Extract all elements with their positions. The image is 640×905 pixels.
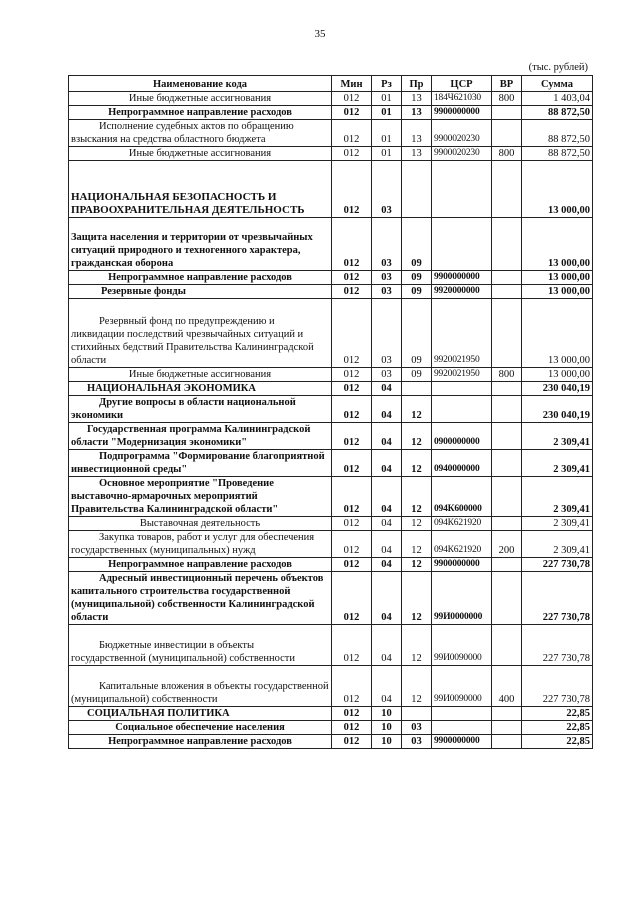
row-min: 012 [332,147,372,161]
row-pr: 13 [402,92,432,106]
row-rz: 03 [372,218,402,271]
row-sum: 227 730,78 [522,572,593,625]
row-csr: 99И0090000 [432,666,492,707]
row-sum: 88 872,50 [522,147,593,161]
row-rz: 03 [372,271,402,285]
row-pr: 09 [402,271,432,285]
row-name: СОЦИАЛЬНАЯ ПОЛИТИКА [69,707,332,721]
row-vr: 800 [492,92,522,106]
row-vr [492,707,522,721]
row-min: 012 [332,423,372,450]
row-sum: 2 309,41 [522,517,593,531]
row-vr [492,396,522,423]
row-csr: 9900000000 [432,735,492,749]
row-csr: 99И0090000 [432,625,492,666]
row-vr [492,271,522,285]
row-min: 012 [332,106,372,120]
table-row [69,721,593,735]
row-min: 012 [332,735,372,749]
row-vr [492,299,522,368]
row-vr: 800 [492,368,522,382]
row-min: 012 [332,558,372,572]
table-row [69,271,593,285]
header-csr: ЦСР [432,76,492,92]
row-name: Социальное обеспечение населения [69,721,332,735]
table-row [69,161,593,218]
row-vr [492,120,522,147]
row-name: Подпрограмма "Формирование благоприятной инвестиционной среды" [69,450,332,477]
row-csr: 9900020230 [432,120,492,147]
row-sum: 227 730,78 [522,558,593,572]
row-rz: 04 [372,558,402,572]
row-sum: 22,85 [522,707,593,721]
budget-table [68,75,593,749]
row-min: 012 [332,161,372,218]
row-pr: 12 [402,625,432,666]
row-rz: 04 [372,666,402,707]
row-sum: 22,85 [522,735,593,749]
row-vr [492,735,522,749]
row-vr [492,450,522,477]
row-rz: 10 [372,735,402,749]
row-csr: 9920000000 [432,285,492,299]
row-min: 012 [332,396,372,423]
row-name: Защита населения и территории от чрезвычайных ситуаций природного и техногенного характера, гражданская оборона [69,218,332,271]
units-label: (тыс. рублей) [528,62,588,73]
row-min: 012 [332,666,372,707]
row-name: Капитальные вложения в объекты государственной (муниципальной) собственности [69,666,332,707]
row-rz: 01 [372,147,402,161]
row-pr: 12 [402,531,432,558]
row-rz: 01 [372,92,402,106]
row-min: 012 [332,218,372,271]
row-min: 012 [332,92,372,106]
row-name: Резервный фонд по предупреждению и ликвидации последствий чрезвычайных ситуаций и стихийных бедствий Правительства Калининградской области [69,299,332,368]
row-name: Исполнение судебных актов по обращению взыскания на средства областного бюджета [69,120,332,147]
row-sum: 2 309,41 [522,531,593,558]
table-row [69,625,593,666]
table-row [69,92,593,106]
row-sum: 13 000,00 [522,299,593,368]
row-pr: 03 [402,721,432,735]
table-row [69,517,593,531]
row-pr [402,161,432,218]
row-csr [432,396,492,423]
row-pr: 09 [402,218,432,271]
row-name: Иные бюджетные ассигнования [69,92,332,106]
row-rz: 04 [372,625,402,666]
row-pr: 09 [402,299,432,368]
row-csr: 9900020230 [432,147,492,161]
row-name: Другие вопросы в области национальной экономики [69,396,332,423]
row-rz: 04 [372,517,402,531]
row-csr [432,707,492,721]
row-vr [492,558,522,572]
row-vr: 400 [492,666,522,707]
table-row [69,147,593,161]
row-sum: 2 309,41 [522,450,593,477]
row-name: Непрограммное направление расходов [69,735,332,749]
row-csr [432,721,492,735]
row-rz: 04 [372,531,402,558]
row-csr: 094К600000 [432,477,492,517]
table-header-row [69,76,593,92]
table-row [69,423,593,450]
row-pr [402,382,432,396]
row-sum: 227 730,78 [522,666,593,707]
row-pr: 12 [402,450,432,477]
row-csr: 9900000000 [432,558,492,572]
row-rz: 04 [372,396,402,423]
table-row [69,299,593,368]
row-name: Непрограммное направление расходов [69,271,332,285]
row-pr: 13 [402,106,432,120]
table-row [69,477,593,517]
row-vr [492,477,522,517]
row-csr: 99И0000000 [432,572,492,625]
row-rz: 04 [372,423,402,450]
row-pr: 13 [402,120,432,147]
row-pr: 03 [402,735,432,749]
row-rz: 01 [372,120,402,147]
table-row [69,572,593,625]
row-name: Бюджетные инвестиции в объекты государственной (муниципальной) собственности [69,625,332,666]
row-name: Государственная программа Калининградской области "Модернизация экономики" [69,423,332,450]
row-csr: 9920021950 [432,368,492,382]
row-sum: 230 040,19 [522,396,593,423]
table-row [69,285,593,299]
row-vr [492,625,522,666]
row-pr: 12 [402,558,432,572]
row-min: 012 [332,721,372,735]
row-min: 012 [332,625,372,666]
row-vr [492,517,522,531]
row-csr: 094К621920 [432,517,492,531]
row-csr [432,218,492,271]
row-vr [492,721,522,735]
row-sum: 1 403,04 [522,92,593,106]
row-rz: 01 [372,106,402,120]
row-sum: 2 309,41 [522,477,593,517]
row-name: Выставочная деятельность [69,517,332,531]
row-min: 012 [332,450,372,477]
row-pr: 09 [402,368,432,382]
row-min: 012 [332,531,372,558]
row-pr: 09 [402,285,432,299]
row-rz: 04 [372,382,402,396]
row-vr [492,382,522,396]
row-vr [492,161,522,218]
table-row [69,368,593,382]
header-min: Мин [332,76,372,92]
row-vr: 200 [492,531,522,558]
row-rz: 03 [372,368,402,382]
row-csr: 184Ч621030 [432,92,492,106]
row-name: Закупка товаров, работ и услуг для обеспечения государственных (муниципальных) нужд [69,531,332,558]
row-vr: 800 [492,147,522,161]
row-min: 012 [332,517,372,531]
row-rz: 10 [372,707,402,721]
row-csr: 0900000000 [432,423,492,450]
row-csr: 094К621920 [432,531,492,558]
row-sum: 88 872,50 [522,106,593,120]
table-row [69,707,593,721]
row-pr: 12 [402,572,432,625]
row-vr [492,572,522,625]
row-rz: 04 [372,572,402,625]
row-rz: 03 [372,161,402,218]
row-csr: 0940000000 [432,450,492,477]
row-name: Иные бюджетные ассигнования [69,368,332,382]
row-name: Основное мероприятие "Проведение выставочно-ярмарочных мероприятий Правительства Калининградской области" [69,477,332,517]
row-sum: 230 040,19 [522,382,593,396]
header-pr: Пр [402,76,432,92]
table-row [69,120,593,147]
row-pr: 12 [402,666,432,707]
row-min: 012 [332,382,372,396]
row-name: Адресный инвестиционный перечень объектов капитального строительства государственной (муниципальной) собственности Калининградской области [69,572,332,625]
row-rz: 03 [372,299,402,368]
header-sum: Сумма [522,76,593,92]
header-rz: Рз [372,76,402,92]
row-csr: 9900000000 [432,106,492,120]
table-row [69,666,593,707]
row-sum: 2 309,41 [522,423,593,450]
row-sum: 13 000,00 [522,368,593,382]
row-pr: 12 [402,423,432,450]
row-csr: 9920021950 [432,299,492,368]
row-rz: 04 [372,450,402,477]
table-row [69,558,593,572]
row-csr [432,161,492,218]
header-name: Наименование кода [69,76,332,92]
row-min: 012 [332,477,372,517]
row-name: Непрограммное направление расходов [69,106,332,120]
row-pr: 12 [402,477,432,517]
row-min: 012 [332,285,372,299]
row-min: 012 [332,299,372,368]
table-row [69,218,593,271]
page-number: 35 [314,28,326,40]
row-pr: 12 [402,396,432,423]
row-sum: 13 000,00 [522,161,593,218]
row-pr: 12 [402,517,432,531]
row-rz: 04 [372,477,402,517]
row-rz: 03 [372,285,402,299]
table-row [69,106,593,120]
row-min: 012 [332,271,372,285]
row-csr [432,382,492,396]
row-csr: 9900000000 [432,271,492,285]
table-row [69,531,593,558]
row-rz: 10 [372,721,402,735]
row-min: 012 [332,368,372,382]
row-sum: 22,85 [522,721,593,735]
table-row [69,382,593,396]
row-sum: 13 000,00 [522,271,593,285]
row-vr [492,423,522,450]
row-vr [492,106,522,120]
row-name: НАЦИОНАЛЬНАЯ БЕЗОПАСНОСТЬ И ПРАВООХРАНИТЕЛЬНАЯ ДЕЯТЕЛЬНОСТЬ [69,161,332,218]
row-pr: 13 [402,147,432,161]
row-name: Непрограммное направление расходов [69,558,332,572]
row-name: Резервные фонды [69,285,332,299]
header-vr: ВР [492,76,522,92]
row-vr [492,218,522,271]
row-sum: 13 000,00 [522,285,593,299]
row-vr [492,285,522,299]
row-sum: 227 730,78 [522,625,593,666]
row-min: 012 [332,572,372,625]
row-sum: 13 000,00 [522,218,593,271]
row-min: 012 [332,120,372,147]
table-row [69,735,593,749]
row-pr [402,707,432,721]
row-sum: 88 872,50 [522,120,593,147]
table-row [69,396,593,423]
row-min: 012 [332,707,372,721]
row-name: НАЦИОНАЛЬНАЯ ЭКОНОМИКА [69,382,332,396]
row-name: Иные бюджетные ассигнования [69,147,332,161]
table-row [69,450,593,477]
